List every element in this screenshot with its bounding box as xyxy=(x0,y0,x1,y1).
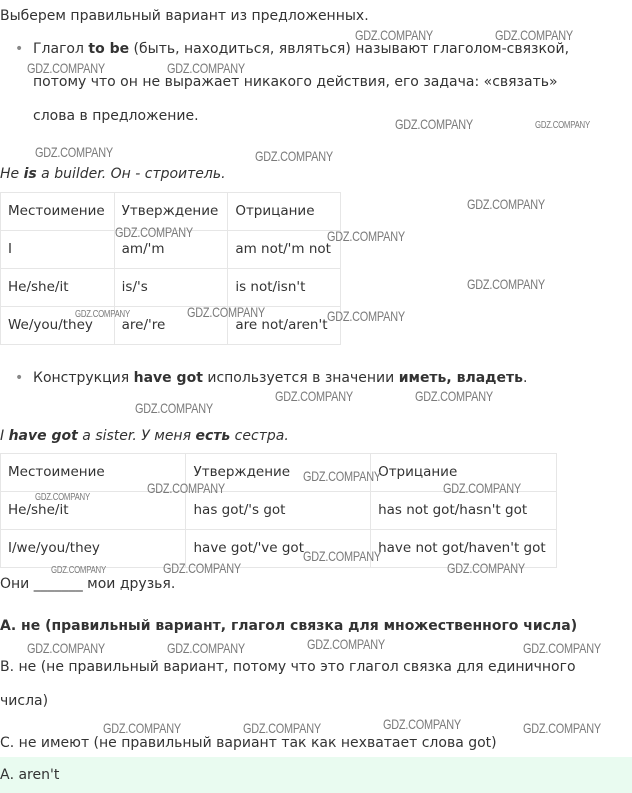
watermark: GDZ.COMPANY xyxy=(27,640,105,656)
table-row xyxy=(1,307,341,345)
task-sentence: Они _______ мои друзья. xyxy=(0,576,176,592)
answer-box xyxy=(0,757,632,793)
example-to-be-pre: He xyxy=(0,166,24,182)
watermark: GDZ.COMPANY xyxy=(535,120,590,131)
table-row xyxy=(1,269,341,307)
watermark: GDZ.COMPANY xyxy=(35,492,90,503)
table-cell: is/'s xyxy=(114,269,228,307)
watermark: GDZ.COMPANY xyxy=(243,720,321,736)
watermark: GDZ.COMPANY xyxy=(495,27,573,43)
watermark: GDZ.COMPANY xyxy=(135,400,213,416)
example-have-got-pre: I xyxy=(0,428,9,444)
rule-to-be-line3: слова в предложение. xyxy=(33,108,199,124)
table-header-cell: Утверждение xyxy=(114,193,228,231)
option-c: С. не имеют (не правильный вариант так как нехватает слова got) xyxy=(0,735,497,751)
watermark: GDZ.COMPANY xyxy=(167,60,245,76)
table-cell: We/you/they xyxy=(1,307,115,345)
rule-to-be xyxy=(33,40,569,58)
watermark: GDZ.COMPANY xyxy=(355,27,433,43)
table-cell: He/she/it xyxy=(1,269,115,307)
example-have-got-word: есть xyxy=(195,428,231,444)
watermark: GDZ.COMPANY xyxy=(327,308,405,324)
watermark: GDZ.COMPANY xyxy=(275,388,353,404)
watermark: GDZ.COMPANY xyxy=(523,640,601,656)
rule-have-got-pre: Конструкция xyxy=(33,370,134,386)
table-cell: I/we/you/they xyxy=(1,530,186,568)
watermark: GDZ.COMPANY xyxy=(103,720,181,736)
table-header-cell: Местоимение xyxy=(1,193,115,231)
watermark: GDZ.COMPANY xyxy=(75,309,130,320)
table-cell: is not/isn't xyxy=(228,269,341,307)
rule-have-got-term: have got xyxy=(133,370,203,386)
intro-text: Выберем правильный вариант из предложенных. xyxy=(0,8,369,24)
watermark: GDZ.COMPANY xyxy=(35,144,113,160)
option-b-line2: числа) xyxy=(0,693,49,709)
table-cell: He/she/it xyxy=(1,492,186,530)
watermark: GDZ.COMPANY xyxy=(167,640,245,656)
watermark: GDZ.COMPANY xyxy=(467,196,545,212)
example-have-got-verb: have got xyxy=(8,428,78,444)
watermark: GDZ.COMPANY xyxy=(255,148,333,164)
table-cell: am not/'m not xyxy=(228,231,341,269)
table-header-cell: Отрицание xyxy=(228,193,341,231)
rule-to-be-term: to be xyxy=(88,41,130,57)
example-have-got-mid: a sister. У меня xyxy=(77,428,196,444)
watermark: GDZ.COMPANY xyxy=(147,480,225,496)
watermark: GDZ.COMPANY xyxy=(115,224,193,240)
watermark: GDZ.COMPANY xyxy=(415,388,493,404)
watermark: GDZ.COMPANY xyxy=(447,560,525,576)
rule-have-got xyxy=(33,369,527,387)
table-cell: has not got/hasn't got xyxy=(371,492,557,530)
rule-have-got-mid: используется в значении xyxy=(202,370,399,386)
example-to-be-verb: is xyxy=(23,166,37,182)
rule-to-be-line2: потому что он не выражает никакого действия, его задача: «связать» xyxy=(33,74,558,90)
answer-text: А. aren't xyxy=(0,767,60,783)
rule-to-be-post: (быть, находиться, являться) называют глаголом-связкой, xyxy=(129,41,570,57)
watermark: GDZ.COMPANY xyxy=(303,468,381,484)
table-cell: have got/'ve got xyxy=(186,530,371,568)
to-be-table xyxy=(0,192,341,345)
watermark: GDZ.COMPANY xyxy=(303,548,381,564)
watermark: GDZ.COMPANY xyxy=(187,304,265,320)
watermark: GDZ.COMPANY xyxy=(443,480,521,496)
table-cell: has got/'s got xyxy=(186,492,371,530)
table-cell: are not/aren't xyxy=(228,307,341,345)
have-got-table xyxy=(0,453,557,568)
example-have-got-post: сестра. xyxy=(230,428,289,444)
example-to-be-post: a builder. Он - строитель. xyxy=(36,166,226,182)
table-cell: am/'m xyxy=(114,231,228,269)
watermark: GDZ.COMPANY xyxy=(383,716,461,732)
watermark: GDZ.COMPANY xyxy=(523,720,601,736)
table-header-cell: Местоимение xyxy=(1,454,186,492)
table-header-cell: Отрицание xyxy=(371,454,557,492)
watermark: GDZ.COMPANY xyxy=(327,228,405,244)
watermark: GDZ.COMPANY xyxy=(27,60,105,76)
watermark: GDZ.COMPANY xyxy=(395,116,473,132)
watermark: GDZ.COMPANY xyxy=(467,276,545,292)
table-header-cell: Утверждение xyxy=(186,454,371,492)
table-cell: have not got/haven't got xyxy=(371,530,557,568)
option-b-line1: В. не (не правильный вариант, потому что это глагол связка для единичного xyxy=(0,659,576,675)
watermark: GDZ.COMPANY xyxy=(51,565,106,576)
rule-have-got-meaning: иметь, владеть xyxy=(398,370,523,386)
table-cell: I xyxy=(1,231,115,269)
rule-have-got-post: . xyxy=(522,370,528,386)
example-have-got xyxy=(0,427,289,445)
example-to-be xyxy=(0,165,226,183)
rule-to-be-pre: Глагол xyxy=(33,41,89,57)
table-cell: are/'re xyxy=(114,307,228,345)
option-a: А. не (правильный вариант, глагол связка для множественного числа) xyxy=(0,618,578,634)
watermark: GDZ.COMPANY xyxy=(163,560,241,576)
watermark: GDZ.COMPANY xyxy=(307,636,385,652)
